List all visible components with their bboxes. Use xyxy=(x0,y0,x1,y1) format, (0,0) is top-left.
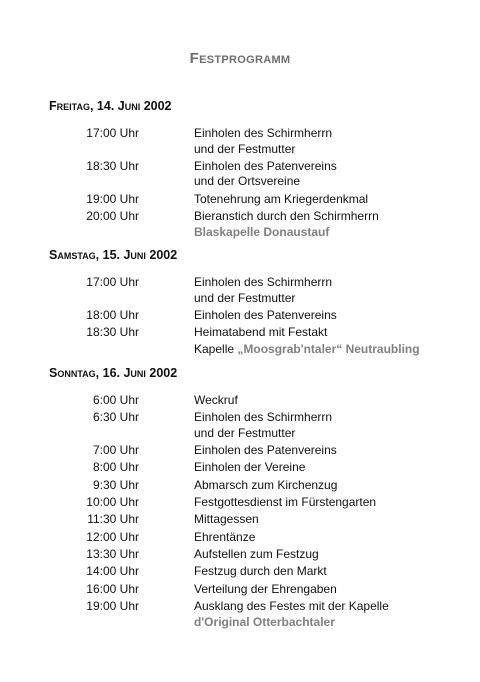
day-heading: Sonntag, 16. Juni 2002 xyxy=(49,366,178,380)
event-time: 14:00 Uhr xyxy=(86,564,139,579)
band-name: d'Original Otterbachtaler xyxy=(194,615,335,630)
event-description: Aufstellen zum Festzug xyxy=(194,546,319,561)
event-description: Totenehrung am Kriegerdenkmal xyxy=(194,191,369,206)
event-description: Abmarsch zum Kirchenzug xyxy=(194,477,338,492)
event-description: und der Ortsvereine xyxy=(194,174,301,189)
event-time: 18:00 Uhr xyxy=(86,307,139,322)
event-time: 10:00 Uhr xyxy=(86,495,139,509)
day-heading: Samstag, 15. Juni 2002 xyxy=(49,248,178,262)
event-time: 17:00 Uhr xyxy=(86,126,139,140)
event-description: Einholen der Vereine xyxy=(194,460,306,475)
band-prefix: Kapelle xyxy=(194,341,238,356)
event-description: Einholen des Schirmherrn xyxy=(194,126,333,140)
event-description: Heimatabend mit Festakt xyxy=(194,325,328,340)
event-description: Ehrentänze xyxy=(194,529,256,544)
band-name: „Moosgrab'ntaler“ Neutraubling xyxy=(237,341,420,356)
event-time: 19:00 Uhr xyxy=(86,191,139,206)
event-time: 7:00 Uhr xyxy=(92,443,139,458)
event-description: Einholen des Schirmherrn xyxy=(194,410,333,425)
event-time: 13:30 Uhr xyxy=(86,546,139,561)
event-time: 11:30 Uhr xyxy=(87,512,139,527)
event-time: 18:30 Uhr xyxy=(86,158,139,173)
event-time: 6:00 Uhr xyxy=(92,393,139,407)
event-description: und der Festmutter xyxy=(194,290,296,305)
event-description: Einholen des Schirmherrn xyxy=(194,275,333,289)
event-description: Weckruf xyxy=(194,393,238,407)
event-time: 8:00 Uhr xyxy=(92,460,139,475)
page-title: Festprogramm xyxy=(189,50,291,67)
event-description: Ausklang des Festes mit der Kapelle xyxy=(194,598,389,613)
event-description: und der Festmutter xyxy=(194,141,296,156)
event-description: Festgottesdienst im Fürstengarten xyxy=(194,495,377,509)
event-description: Bieranstich durch den Schirmherrn xyxy=(194,208,379,223)
event-description: Verteilung der Ehrengaben xyxy=(194,581,337,596)
band-name: Blaskapelle Donaustauf xyxy=(194,225,330,240)
event-time: 6:30 Uhr xyxy=(92,410,139,425)
event-time: 16:00 Uhr xyxy=(86,581,139,596)
event-description: Festzug durch den Markt xyxy=(194,564,327,579)
event-time: 18:30 Uhr xyxy=(86,325,139,340)
event-description: Einholen des Patenvereins xyxy=(194,307,337,322)
event-time: 12:00 Uhr xyxy=(86,529,139,544)
event-time: 20:00 Uhr xyxy=(86,208,139,223)
event-description: Einholen des Patenvereins xyxy=(194,158,337,173)
event-time: 17:00 Uhr xyxy=(86,275,139,289)
event-description: und der Festmutter xyxy=(194,425,296,440)
band-line xyxy=(194,342,420,356)
event-time: 9:30 Uhr xyxy=(92,477,139,492)
day-heading: Freitag, 14. Juni 2002 xyxy=(49,99,172,113)
event-description: Mittagessen xyxy=(194,512,259,527)
event-description: Einholen des Patenvereins xyxy=(194,443,337,458)
event-time: 19:00 Uhr xyxy=(86,598,139,613)
